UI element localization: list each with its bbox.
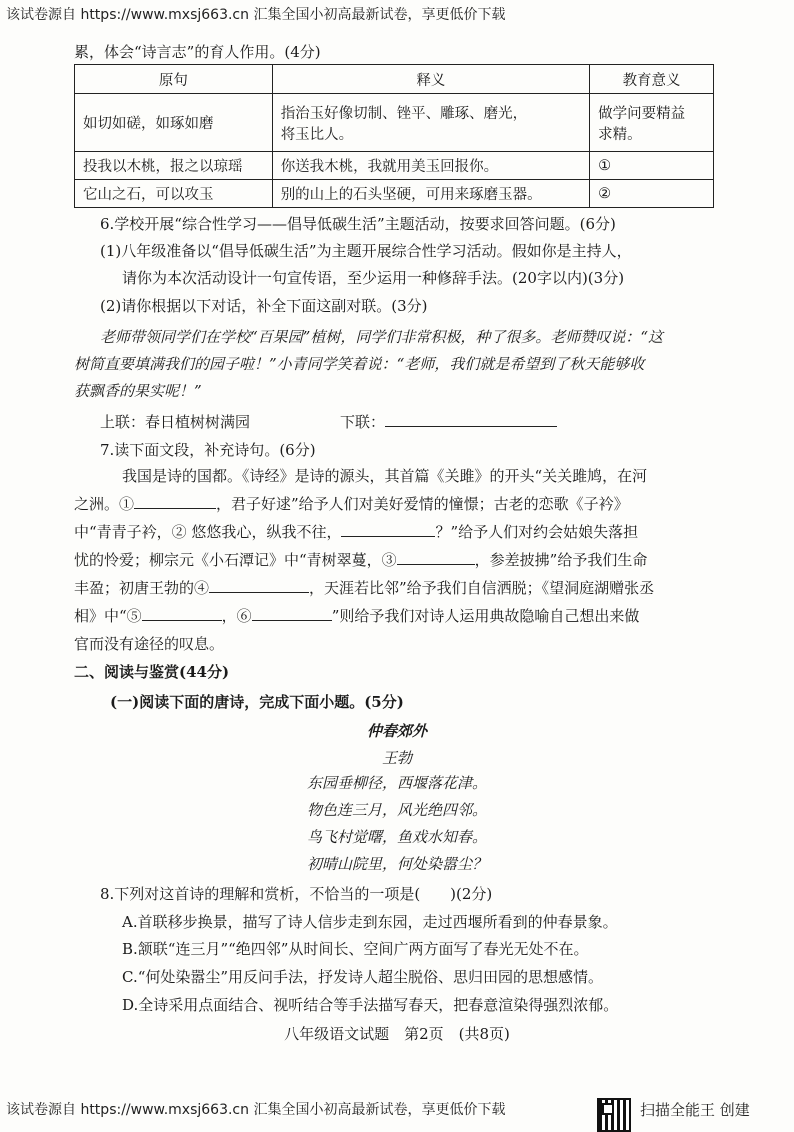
poem-author: 王勃: [381, 749, 412, 767]
table-cell: 它山之石，可以攻玉: [75, 180, 273, 208]
table-cell: 投我以木桃，报之以琼瑶: [75, 152, 273, 180]
q7-line-7: 官而没有途径的叹息。: [74, 635, 225, 653]
table-cell: ②: [590, 180, 714, 208]
answer-blank-6[interactable]: [252, 606, 332, 621]
q5-tail: 累，体会“诗言志”的育人作用。(4分): [74, 43, 321, 61]
answer-blank-4[interactable]: [209, 578, 309, 593]
poem-line: 初晴山院里，何处染嚣尘？: [306, 855, 487, 873]
section-2-title: 二、阅读与鉴赏(44分): [74, 663, 230, 681]
table-cell: ①: [590, 152, 714, 180]
couplet-lower: 下联：: [340, 412, 557, 432]
table-cell: 别的山上的石头坚硬，可用来琢磨玉器。: [272, 180, 589, 208]
poem-line: 鸟飞村觉曙，鱼戏水知春。: [306, 828, 487, 846]
answer-blank-2[interactable]: [341, 522, 435, 537]
table-row: [75, 94, 714, 152]
q8-title: 8.下列对这首诗的理解和赏析，不恰当的一项是( )(2分): [100, 885, 493, 903]
q7-line-2: 之洲。① ，君子好逑”给予人们对美好爱情的憧憬；古老的恋歌《子衿》: [74, 495, 629, 513]
table-cell: 你送我木桃，我就用美玉回报你。: [272, 152, 589, 180]
q7-line-5: 丰盈；初唐王勃的④ ，天涯若比邻”给予我们自信洒脱；《望洞庭湖赠张丞: [74, 579, 655, 597]
q7-line-6: 相》中“⑤ ，⑥ ”则给予我们对诗人运用典故隐喻自己想出来做: [74, 607, 640, 625]
table-header: 教育意义: [590, 65, 714, 94]
q7-title: 7.读下面文段，补充诗句。(6分): [100, 441, 316, 459]
answer-blank-1[interactable]: [134, 494, 216, 509]
table-header-row: [75, 65, 714, 94]
answer-blank-5[interactable]: [142, 606, 222, 621]
q7-line-1: 我国是诗的国都。《诗经》是诗的源头，其首篇《关雎》的开头“关关雎鸠，在河: [122, 467, 648, 485]
q7-line-4: 忧的怜爱；柳宗元《小石潭记》中“青树翠蔓，③ ，参差披拂”给予我们生命: [74, 551, 648, 569]
q7-line-3: 中“青青子衿，② 悠悠我心，纵我不往， ？”给予人们对约会姑娘失落担: [74, 523, 639, 541]
qr-code-icon: [597, 1098, 631, 1132]
q6-p1b: 请你为本次活动设计一句宣传语，至少运用一种修辞手法。(20字以内)(3分): [122, 269, 625, 287]
poem-title: 仲春郊外: [366, 722, 427, 740]
poem-line: 东园垂柳径，西堰落花津。: [306, 774, 487, 792]
page-footer: 八年级语文试题 第2页 (共8页): [284, 1025, 510, 1043]
q6-story-1: 老师带领同学们在学校“百果园”植树，同学们非常积极，种了很多。老师赞叹说：“这: [100, 328, 664, 346]
q6-story-3: 获飘香的果实呢！”: [74, 382, 202, 400]
poem-table: [74, 64, 714, 208]
table-cell: 做学问要精益 求精。: [590, 94, 714, 152]
scanner-brand: 扫描全能王 创建: [640, 1101, 750, 1119]
q8-option-a[interactable]: A.首联移步换景，描写了诗人信步走到东园，走过西堰所看到的仲春景象。: [122, 913, 618, 931]
answer-blank-3[interactable]: [397, 550, 475, 565]
q6-story-2: 树简直要填满我们的园子啦！”小青同学笑着说：“老师，我们就是希望到了秋天能够收: [74, 355, 645, 373]
section-2-sub: (一)阅读下面的唐诗，完成下面小题。(5分): [110, 693, 404, 711]
q8-option-c[interactable]: C.“何处染嚣尘”用反问手法，抒发诗人超尘脱俗、思归田园的思想感情。: [122, 968, 604, 986]
poem-line: 物色连三月，风光绝四邻。: [306, 801, 487, 819]
source-footer: 该试卷源自 https://www.mxsj663.cn 汇集全国小初高最新试卷，享更低价下载: [6, 1102, 506, 1118]
q6-p2: (2)请你根据以下对话，补全下面这副对联。(3分): [100, 297, 428, 315]
q8-option-d[interactable]: D.全诗采用点面结合、视听结合等手法描写春天，把春意渲染得强烈浓郁。: [122, 996, 619, 1014]
q6-p1a: (1)八年级准备以“倡导低碳生活”为主题开展综合性学习活动。假如你是主持人，: [100, 242, 632, 260]
table-header: 释义: [272, 65, 589, 94]
q8-option-b[interactable]: B.颔联“连三月”“绝四邻”从时间长、空间广两方面写了春光无处不在。: [122, 940, 589, 958]
table-header: 原句: [75, 65, 273, 94]
table-cell: 如切如磋，如琢如磨: [75, 94, 273, 152]
couplet-upper: 上联：春日植树树满园: [100, 413, 251, 431]
answer-blank[interactable]: [385, 412, 557, 427]
table-cell: 指治玉好像切制、锉平、雕琢、磨光， 将玉比人。: [272, 94, 589, 152]
table-row: [75, 180, 714, 208]
q6-title: 6.学校开展“综合性学习——倡导低碳生活”主题活动，按要求回答问题。(6分): [100, 215, 616, 233]
source-header: 该试卷源自 https://www.mxsj663.cn 汇集全国小初高最新试卷，享更低价下载: [6, 7, 506, 23]
table-row: [75, 152, 714, 180]
